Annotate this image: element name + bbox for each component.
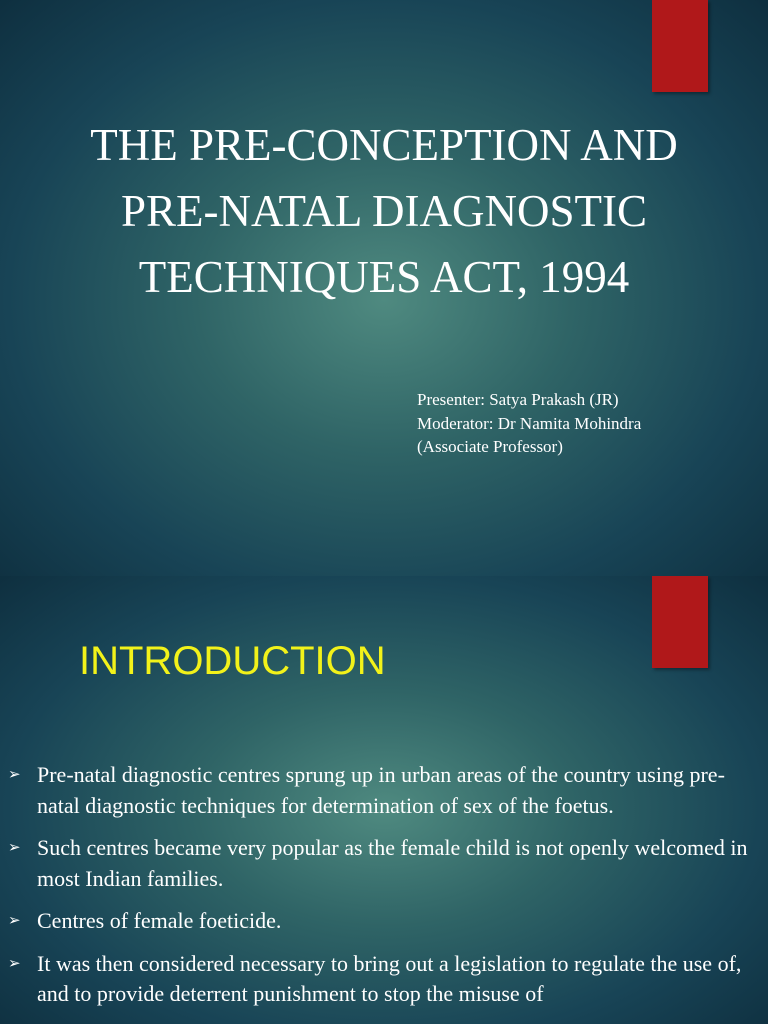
list-item: [0, 760, 760, 821]
moderator-name: Moderator: Dr Namita Mohindra: [417, 413, 642, 433]
introduction-slide: [0, 576, 768, 1024]
presenter-name: Presenter: Satya Prakash (JR): [417, 390, 619, 409]
intro-heading: INTRODUCTION: [79, 639, 386, 683]
list-item: [0, 906, 760, 937]
arrow-bullet-icon: ➢: [8, 955, 21, 972]
accent-bar: [652, 0, 708, 92]
bullet-list: [0, 760, 760, 1022]
slide-title-line-2: PRE-NATAL DIAGNOSTIC: [121, 186, 647, 236]
bullet-text: Centres of female foeticide.: [37, 908, 282, 933]
bullet-text: Such centres became very popular as the female child is not openly welcomed in most Indian families.: [37, 835, 748, 891]
bullet-text: It was then considered necessary to bring out a legislation to regulate the use of, and to provide deterrent punishment to stop the misuse of: [37, 950, 742, 1006]
bullet-text: Pre-natal diagnostic centres sprung up in urban areas of the country using pre-natal diagnostic techniques for determination of sex of the foetus.: [37, 762, 725, 818]
slide-title-line-1: THE PRE-CONCEPTION AND: [90, 120, 678, 170]
slide-title: [0, 112, 768, 310]
slide-title-line-3: TECHNIQUES ACT, 1994: [138, 252, 630, 302]
moderator-role: (Associate Professor): [417, 437, 563, 456]
arrow-bullet-icon: ➢: [8, 840, 21, 856]
presenter-block: [417, 388, 641, 459]
arrow-bullet-icon: ➢: [8, 767, 21, 783]
accent-bar: [652, 576, 708, 668]
arrow-bullet-icon: ➢: [8, 913, 21, 929]
list-item: [0, 949, 760, 1010]
list-item: [0, 833, 760, 894]
